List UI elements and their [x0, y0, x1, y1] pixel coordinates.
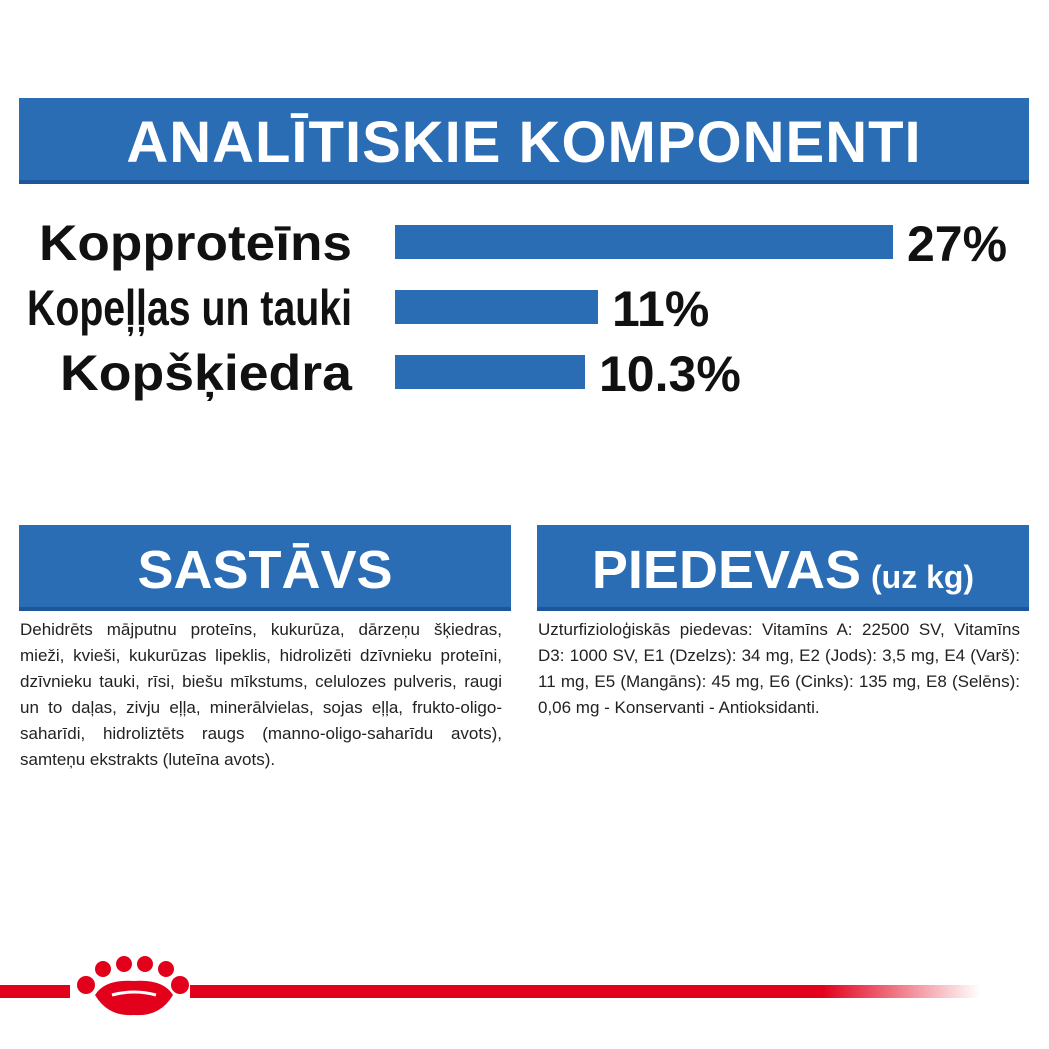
- category-label: Kopeļļas un tauki: [27, 280, 352, 336]
- analytical-components-banner: [19, 98, 1029, 184]
- category-label: Kopšķiedra: [60, 345, 354, 401]
- composition-text: Dehidrēts mājputnu proteīns, kukurūza, dārzeņu šķiedras, mieži, kvieši, kukurūzas lipeklis, hidrolizēti dzīvnieku proteīni, dzīvnieku tauki, rīsi, biešu mīkstums, celulozes pulveris, raugi un to daļas, zivju eļļa, minerālvielas, sojas eļļa, frukto-oligo-saharīdi, hidroliztēts raugs (manno-oligo-saharīdu avots), samteņu ekstrakts (luteīna avots).: [20, 620, 502, 769]
- value-label: 10.3%: [599, 346, 741, 402]
- additives-title: PIEDEVAS: [591, 540, 861, 600]
- additives-title-suffix: (uz kg): [870, 559, 975, 595]
- additives-text: Uzturfizioloģiskās piedevas: Vitamīns A: 22500 SV, Vitamīns D3: 1000 SV, E1 (Dzelzs): 34 mg, E2 (Jods): 3,5 mg, E4 (Varš): 11 mg, E5 (Mangāns): 45 mg, E6 (Cinks): 135 mg, E8 (Selēns): 0,06 mg - Konservanti - Antioksidanti.: [538, 620, 1020, 717]
- composition-title: SASTĀVS: [137, 540, 393, 600]
- additives-banner: [537, 525, 1029, 611]
- category-label: Kopproteīns: [39, 215, 352, 271]
- bar: [395, 290, 598, 324]
- composition-banner: [19, 525, 511, 611]
- footer-left-line: [0, 985, 70, 998]
- bar: [395, 225, 893, 259]
- bar: [395, 355, 585, 389]
- footer-right-line: [190, 985, 980, 998]
- footer-band: [0, 955, 1049, 1025]
- analytical-components-title: ANALĪTISKIE KOMPONENTI: [126, 110, 922, 175]
- value-label: 27%: [907, 216, 1008, 272]
- value-label: 11%: [612, 281, 710, 337]
- analytical-components-chart: [0, 200, 1049, 410]
- royal-canin-crown-icon: [77, 956, 189, 1015]
